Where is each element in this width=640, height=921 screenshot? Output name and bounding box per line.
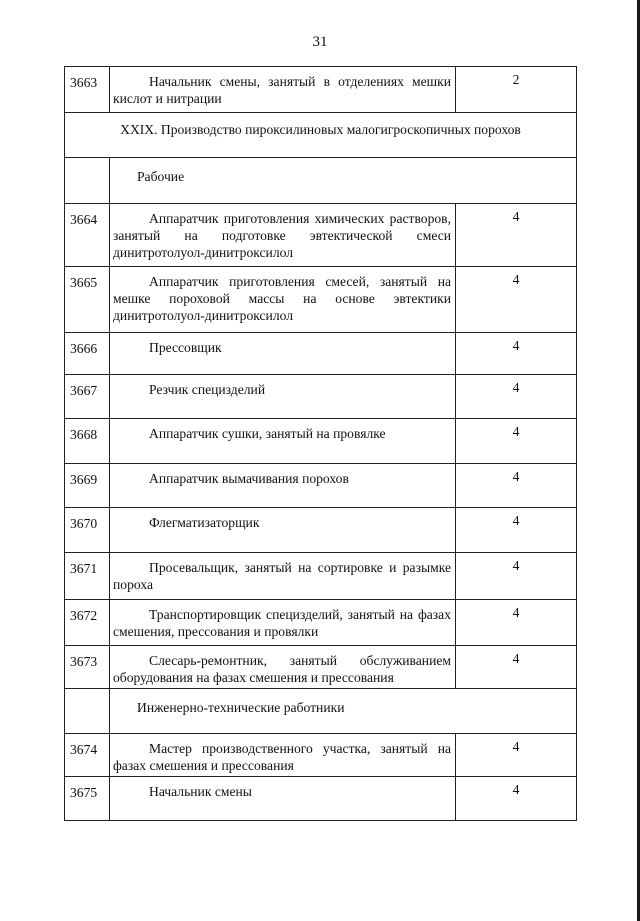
row-value: 4	[456, 646, 577, 689]
row-title	[110, 646, 456, 689]
table-row	[65, 333, 577, 375]
row-code: 3675	[65, 777, 110, 821]
row-title-text: Слесарь-ремонтник, занятый обслуживанием оборудования на фазах смешения и прессования	[113, 653, 451, 685]
table-row	[65, 464, 577, 508]
row-title-text: Аппаратчик вымачивания порохов	[149, 471, 349, 486]
row-title-text: Прессовщик	[149, 340, 222, 355]
row-title-text: Просевальщик, занятый на сортировке и разымке пороха	[113, 560, 451, 592]
row-code: 3671	[65, 553, 110, 600]
row-title-text: Начальник смены	[149, 784, 252, 799]
occupation-list-table	[64, 66, 577, 821]
row-code	[65, 689, 110, 734]
subheader-row	[65, 158, 577, 204]
row-title	[110, 464, 456, 508]
table-row	[65, 734, 577, 777]
subheader-title: Рабочие	[110, 158, 577, 204]
row-title	[110, 553, 456, 600]
row-title-text: Аппаратчик сушки, занятый на провялке	[149, 426, 386, 441]
section-heading: XXIX. Производство пироксилиновых малогигроскопичных порохов	[65, 113, 577, 158]
row-value: 4	[456, 419, 577, 464]
row-title	[110, 333, 456, 375]
row-value: 4	[456, 267, 577, 333]
row-title-text: Начальник смены, занятый в отделениях мешки кислот и нитрации	[113, 74, 451, 106]
row-code: 3666	[65, 333, 110, 375]
row-title-text: Флегматизаторщик	[149, 515, 260, 530]
row-value: 4	[456, 600, 577, 646]
row-title	[110, 267, 456, 333]
row-code: 3674	[65, 734, 110, 777]
row-code: 3673	[65, 646, 110, 689]
table-row	[65, 267, 577, 333]
table-row	[65, 646, 577, 689]
table-row	[65, 553, 577, 600]
table-row	[65, 67, 577, 113]
table-row	[65, 419, 577, 464]
row-value: 4	[456, 333, 577, 375]
row-title	[110, 600, 456, 646]
subheader-title: Инженерно-технические работники	[110, 689, 577, 734]
row-value: 4	[456, 734, 577, 777]
row-value: 4	[456, 464, 577, 508]
row-value: 4	[456, 553, 577, 600]
row-value: 4	[456, 777, 577, 821]
page-number: 31	[312, 34, 328, 50]
row-title	[110, 734, 456, 777]
row-value: 4	[456, 204, 577, 267]
subheader-row	[65, 689, 577, 734]
row-value: 4	[456, 375, 577, 419]
table-row	[65, 600, 577, 646]
row-code: 3668	[65, 419, 110, 464]
row-title	[110, 375, 456, 419]
row-title-text: Транспортировщик специзделий, занятый на фазах смешения, прессования и провялки	[113, 607, 451, 639]
row-code: 3672	[65, 600, 110, 646]
row-title-text: Мастер производственного участка, занятый на фазах смешения и прессования	[113, 741, 451, 773]
row-title	[110, 204, 456, 267]
row-title	[110, 419, 456, 464]
row-title	[110, 67, 456, 113]
row-code: 3669	[65, 464, 110, 508]
row-code: 3665	[65, 267, 110, 333]
row-code: 3664	[65, 204, 110, 267]
row-value: 2	[456, 67, 577, 113]
row-code: 3667	[65, 375, 110, 419]
table-row	[65, 204, 577, 267]
row-title	[110, 508, 456, 553]
row-code: 3670	[65, 508, 110, 553]
table-row	[65, 375, 577, 419]
section-row	[65, 113, 577, 158]
row-title-text: Аппаратчик приготовления смесей, занятый на мешке пороховой массы на основе эвтектики динитротолуол-динитроксилол	[113, 274, 451, 323]
row-value: 4	[456, 508, 577, 553]
table-row	[65, 508, 577, 553]
row-title-text: Резчик специзделий	[149, 382, 266, 397]
row-code	[65, 158, 110, 204]
table-row	[65, 777, 577, 821]
row-title	[110, 777, 456, 821]
row-title-text: Аппаратчик приготовления химических растворов, занятый на подготовке эвтектической смеси динитротолуол-динитроксилол	[113, 211, 451, 260]
row-code: 3663	[65, 67, 110, 113]
